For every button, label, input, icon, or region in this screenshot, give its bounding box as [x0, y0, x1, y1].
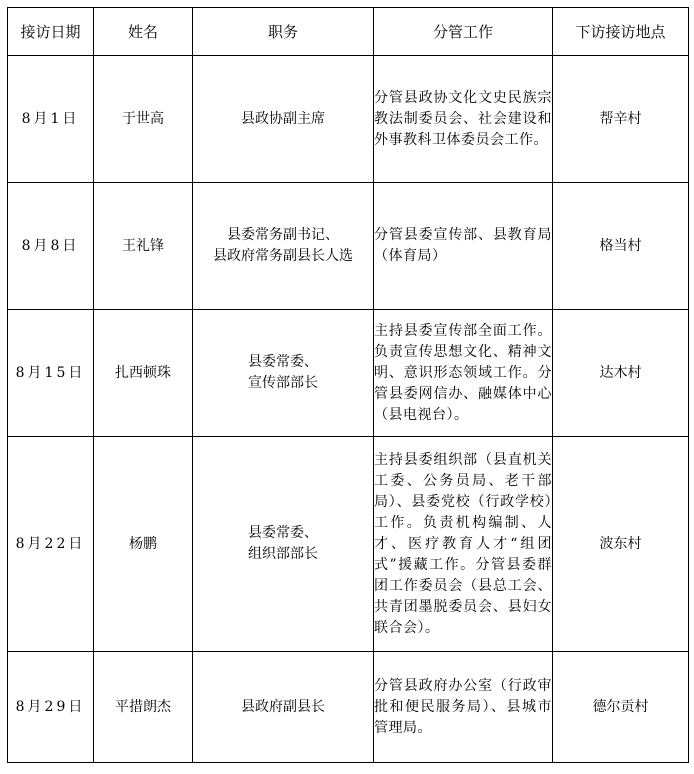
official-duties: [374, 652, 553, 763]
title-line: 宣传部部长: [248, 375, 318, 391]
official-title: [193, 183, 374, 310]
table-row: [8, 652, 689, 763]
visit-location: 达木村: [553, 310, 689, 437]
title-line: 县政府常务副县长人选: [213, 248, 353, 264]
visit-date: 8月29日: [8, 652, 94, 763]
visit-date: 8月8日: [8, 183, 94, 310]
title-line: 县委常委、: [248, 525, 318, 541]
visit-location: 德尔贡村: [553, 652, 689, 763]
visit-date: 8月15日: [8, 310, 94, 437]
title-line: 县委常务副书记、: [227, 227, 339, 243]
header-location: 下访接访地点: [553, 8, 689, 56]
official-duties: [374, 437, 553, 652]
official-title: [193, 310, 374, 437]
table-row: [8, 56, 689, 183]
official-duties: [374, 310, 553, 437]
official-name: 平措朗杰: [94, 652, 193, 763]
duties-text: 分管县委宣传部、县教育局（体育局）: [374, 227, 552, 264]
header-name: 姓名: [94, 8, 193, 56]
official-name: 于世高: [94, 56, 193, 183]
official-name: 扎西顿珠: [94, 310, 193, 437]
duties-text: 分管县政府办公室（行政审批和便民服务局）、县城市管理局。: [374, 677, 552, 736]
duties-text: 分管县政协文化文史民族宗教法制委员会、社会建设和外事教科卫体委员会工作。: [374, 89, 552, 148]
title-line: 组织部部长: [248, 546, 318, 562]
official-name: 王礼锋: [94, 183, 193, 310]
table-row: [8, 183, 689, 310]
visit-location: 格当村: [553, 183, 689, 310]
official-duties: [374, 183, 553, 310]
visit-date: 8月1日: [8, 56, 94, 183]
official-name: 杨鹏: [94, 437, 193, 652]
duties-text: 主持县委组织部（县直机关工委、公务员局、老干部局）、县委党校（行政学校）工作。负责机构编制、人才、医疗教育人才“组团式”援藏工作。分管县委群团工作委员会（县总工会、共青团墨脱委员会、县妇女联合会）。: [374, 451, 552, 636]
title-line: 县政府副县长: [241, 698, 325, 715]
title-line: 县委常委、: [248, 354, 318, 370]
header-date: 接访日期: [8, 8, 94, 56]
visit-location: 帮辛村: [553, 56, 689, 183]
official-title: [193, 437, 374, 652]
official-title: [193, 652, 374, 763]
table-header-row: [8, 8, 689, 56]
header-duties: 分管工作: [374, 8, 553, 56]
visit-location: 波东村: [553, 437, 689, 652]
table-row: [8, 437, 689, 652]
official-duties: [374, 56, 553, 183]
duties-text: 主持县委宣传部全面工作。负责宣传思想文化、精神文明、意识形态领域工作。分管县委网信办、融媒体中心（县电视台）。: [374, 322, 552, 423]
visit-date: 8月22日: [8, 437, 94, 652]
title-line: 县政协副主席: [241, 110, 325, 127]
visit-schedule-table: [7, 7, 689, 763]
official-title: [193, 56, 374, 183]
header-title: 职务: [193, 8, 374, 56]
table-row: [8, 310, 689, 437]
